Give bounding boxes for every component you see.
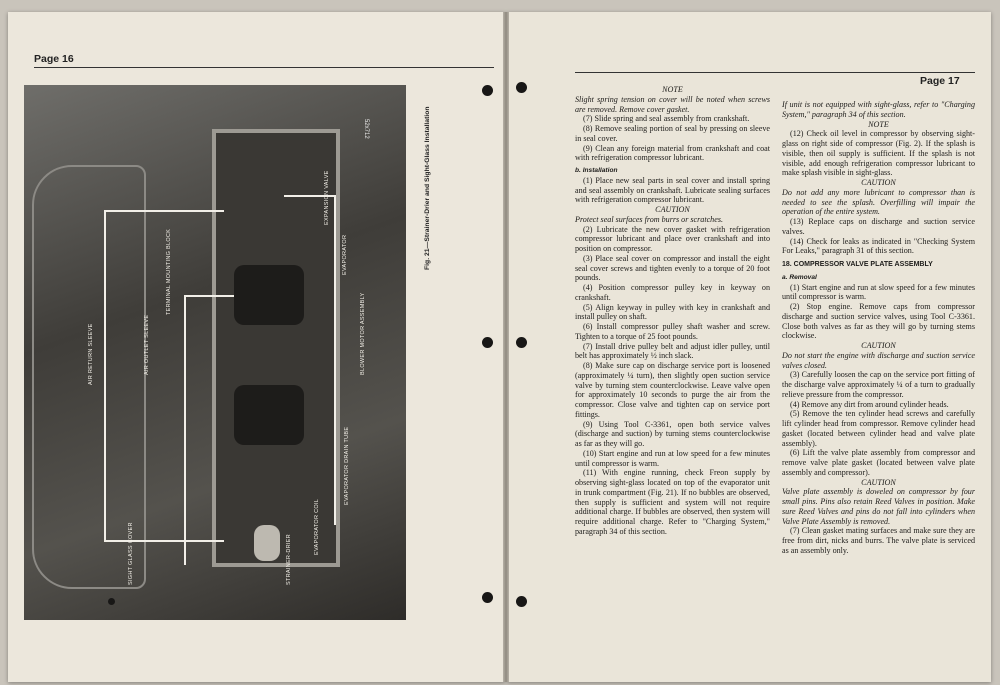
paragraph: (12) Check oil level in compressor by observing sight-glass on right side of compressor (Fig. 2). If the splash is visible, then oil supply is sufficient. If the splash is not visible, add enough refrigeration compressor lubricant to make splash visible in sight-glass. (782, 129, 975, 178)
punch-hole (482, 592, 493, 603)
paragraph: (4) Position compressor pulley key in keyway on crankshaft. (575, 283, 770, 302)
leader-line (104, 210, 106, 540)
blower-housing-upper (234, 265, 304, 325)
paragraph: (8) Make sure cap on discharge service port is loosened (approximately ¼ turn), then slightly open suction service valve by turning stem counterclockwise. Leave valve open for approximately 10 seconds to purge the air from the compressor. Close valve and tighten cap on service port fittings. (575, 361, 770, 419)
paragraph: Protect seal surfaces from burrs or scratches. (575, 214, 723, 224)
label-evaporator: EVAPORATOR (342, 234, 348, 275)
text-column-right (782, 100, 975, 556)
paragraph: (13) Replace caps on discharge and suction service valves. (782, 217, 975, 236)
paragraph: (2) Stop engine. Remove caps from compressor discharge and suction service valves, using Tool C-3361. Close both valves as far as they will go by turning stems clockwise. (782, 302, 975, 341)
punch-hole (482, 337, 493, 348)
binding-fold (503, 12, 509, 682)
punch-hole (516, 596, 527, 607)
section-title: 18. COMPRESSOR VALVE PLATE ASSEMBLY (782, 261, 933, 268)
strainer-drier-can (254, 525, 280, 561)
paragraph: (6) Lift the valve plate assembly from compressor and remove valve plate gasket (located between valve plate assembly and compressor). (782, 448, 975, 477)
paragraph: (7) Install drive pulley belt and adjust idler pulley, until belt has approximately ½ inch slack. (575, 341, 770, 361)
label-blower-motor-assembly: BLOWER MOTOR ASSEMBLY (360, 292, 366, 375)
header-rule-right (575, 72, 975, 73)
heading: NOTE (868, 119, 889, 129)
paragraph: (9) Using Tool C-3361, open both service valves (discharge and suction) by turning stems counterclockwise as far as they will go. (575, 419, 770, 448)
paragraph: (1) Place new seal parts in seal cover and install spring and seal assembly on crankshaft. Lubricate sealing surfaces with refrigeration compressor lubricant. (575, 175, 770, 205)
header-rule-left (34, 67, 494, 68)
page-number-left: Page 16 (34, 53, 74, 65)
punch-hole (516, 337, 527, 348)
paragraph: (11) With engine running, check Freon supply by observing sight-glass located on top of the evaporator unit in trunk compartment (Fig. 21). If no bubbles are observed, then supply is sufficient and system will not require additional charge. If bubbles are observed, then system will require additional charge. Refer to "Charging System," paragraph 34 of this section. (575, 468, 770, 536)
leader-line (104, 540, 224, 542)
leader-line (184, 295, 186, 565)
page-number-right: Page 17 (920, 75, 960, 87)
punch-hole (482, 85, 493, 96)
label-evaporator-coil: EVAPORATOR COIL (314, 498, 320, 555)
label-sight-glass-cover: SIGHT GLASS COVER (128, 522, 134, 585)
paragraph: (1) Start engine and run at slow speed for a few minutes until compressor is warm. (782, 282, 975, 302)
punch-hole (108, 598, 115, 605)
label-terminal-mounting-block: TERMINAL MOUNTING BLOCK (166, 228, 172, 315)
paragraph: (5) Remove the ten cylinder head screws and carefully lift cylinder head from compressor. Remove cylinder head gasket (located between cylinder head and valve plate assembly). (782, 409, 975, 448)
text-column-left (575, 85, 770, 537)
paragraph: (14) Check for leaks as indicated in "Checking System For Leaks," paragraph 31 of this section. (782, 236, 975, 256)
figure-photo (24, 85, 406, 620)
blower-housing-lower (234, 385, 304, 445)
paragraph: (3) Place seal cover on compressor and install the eight seal cover screws and tighten evenly to a torque of 20 foot pounds. (575, 253, 770, 283)
paragraph: Valve plate assembly is doweled on compressor by four small pins. Pins also retain Reed Valves in position. Make sure Reed Valves and pins do not fall into cylinders when Valve Plate Assembly is removed. (782, 487, 975, 526)
paragraph: (6) Install compressor pulley shaft washer and screw. Tighten to a torque of 25 foot pounds. (575, 322, 770, 341)
label-air-return-sleeve: AIR RETURN SLEEVE (88, 323, 94, 385)
paragraph: (7) Slide spring and seal assembly from crankshaft. (583, 114, 750, 124)
heading: CAUTION (861, 178, 896, 187)
figure-caption: Fig. 21—Strainer-Drier and Sight-Glass Installation (424, 106, 431, 270)
subsection-title: b. Installation (575, 167, 618, 174)
leader-line (104, 210, 224, 212)
paragraph: (4) Remove any dirt from around cylinder heads. (790, 399, 949, 409)
paragraph: (3) Carefully loosen the cap on the service port fitting of the discharge valve approximately ¼ of a turn to gradually relieve pressure from the compressor. (782, 370, 975, 399)
leader-line (334, 195, 336, 525)
paragraph: (8) Remove sealing portion of seal by pressing on sleeve in seal cover. (575, 124, 770, 143)
paragraph: Do not add any more lubricant to compressor than is needed to see the splash. Overfilling will impair the operation of the entire system. (782, 187, 975, 217)
leader-line (184, 295, 234, 297)
heading: NOTE (662, 85, 683, 94)
label-expansion-valve: EXPANSION VALVE (324, 170, 330, 225)
paragraph: (9) Clean any foreign material from crankshaft and coat with refrigeration compressor lubricant. (575, 143, 770, 163)
heading: CAUTION (655, 205, 690, 214)
heading: CAUTION (861, 341, 896, 350)
subsection-title: a. Removal (782, 273, 817, 281)
paragraph: Do not start the engine with discharge and suction service valves closed. (782, 350, 975, 370)
paragraph: (5) Align keyway in pulley with key in crankshaft and install pulley on shaft. (575, 302, 770, 322)
paragraph: (10) Start engine and run at low speed for a few minutes until compressor is warm. (575, 448, 770, 468)
label-evaporator-drain-tube: EVAPORATOR DRAIN TUBE (344, 426, 350, 505)
heading: CAUTION (861, 477, 896, 487)
paragraph: (2) Lubricate the new cover gasket with refrigeration compressor lubricant and place over crankshaft and into position on compressor. (575, 224, 770, 253)
photo-id: 52x712 (363, 119, 369, 139)
paragraph: Slight spring tension on cover will be noted when screws are removed. Remove cover gasket. (575, 94, 770, 114)
paragraph: (7) Clean gasket mating surfaces and make sure they are free from dirt, nicks and burrs. The valve plate is serviced as an assembly only. (782, 526, 975, 555)
label-air-outlet-sleeve: AIR OUTLET SLEEVE (144, 314, 150, 375)
label-strainer-drier: STRAINER-DRIER (286, 534, 292, 585)
punch-hole (516, 82, 527, 93)
paragraph: If unit is not equipped with sight-glass, refer to "Charging System," paragraph 34 of this section. (782, 100, 975, 119)
